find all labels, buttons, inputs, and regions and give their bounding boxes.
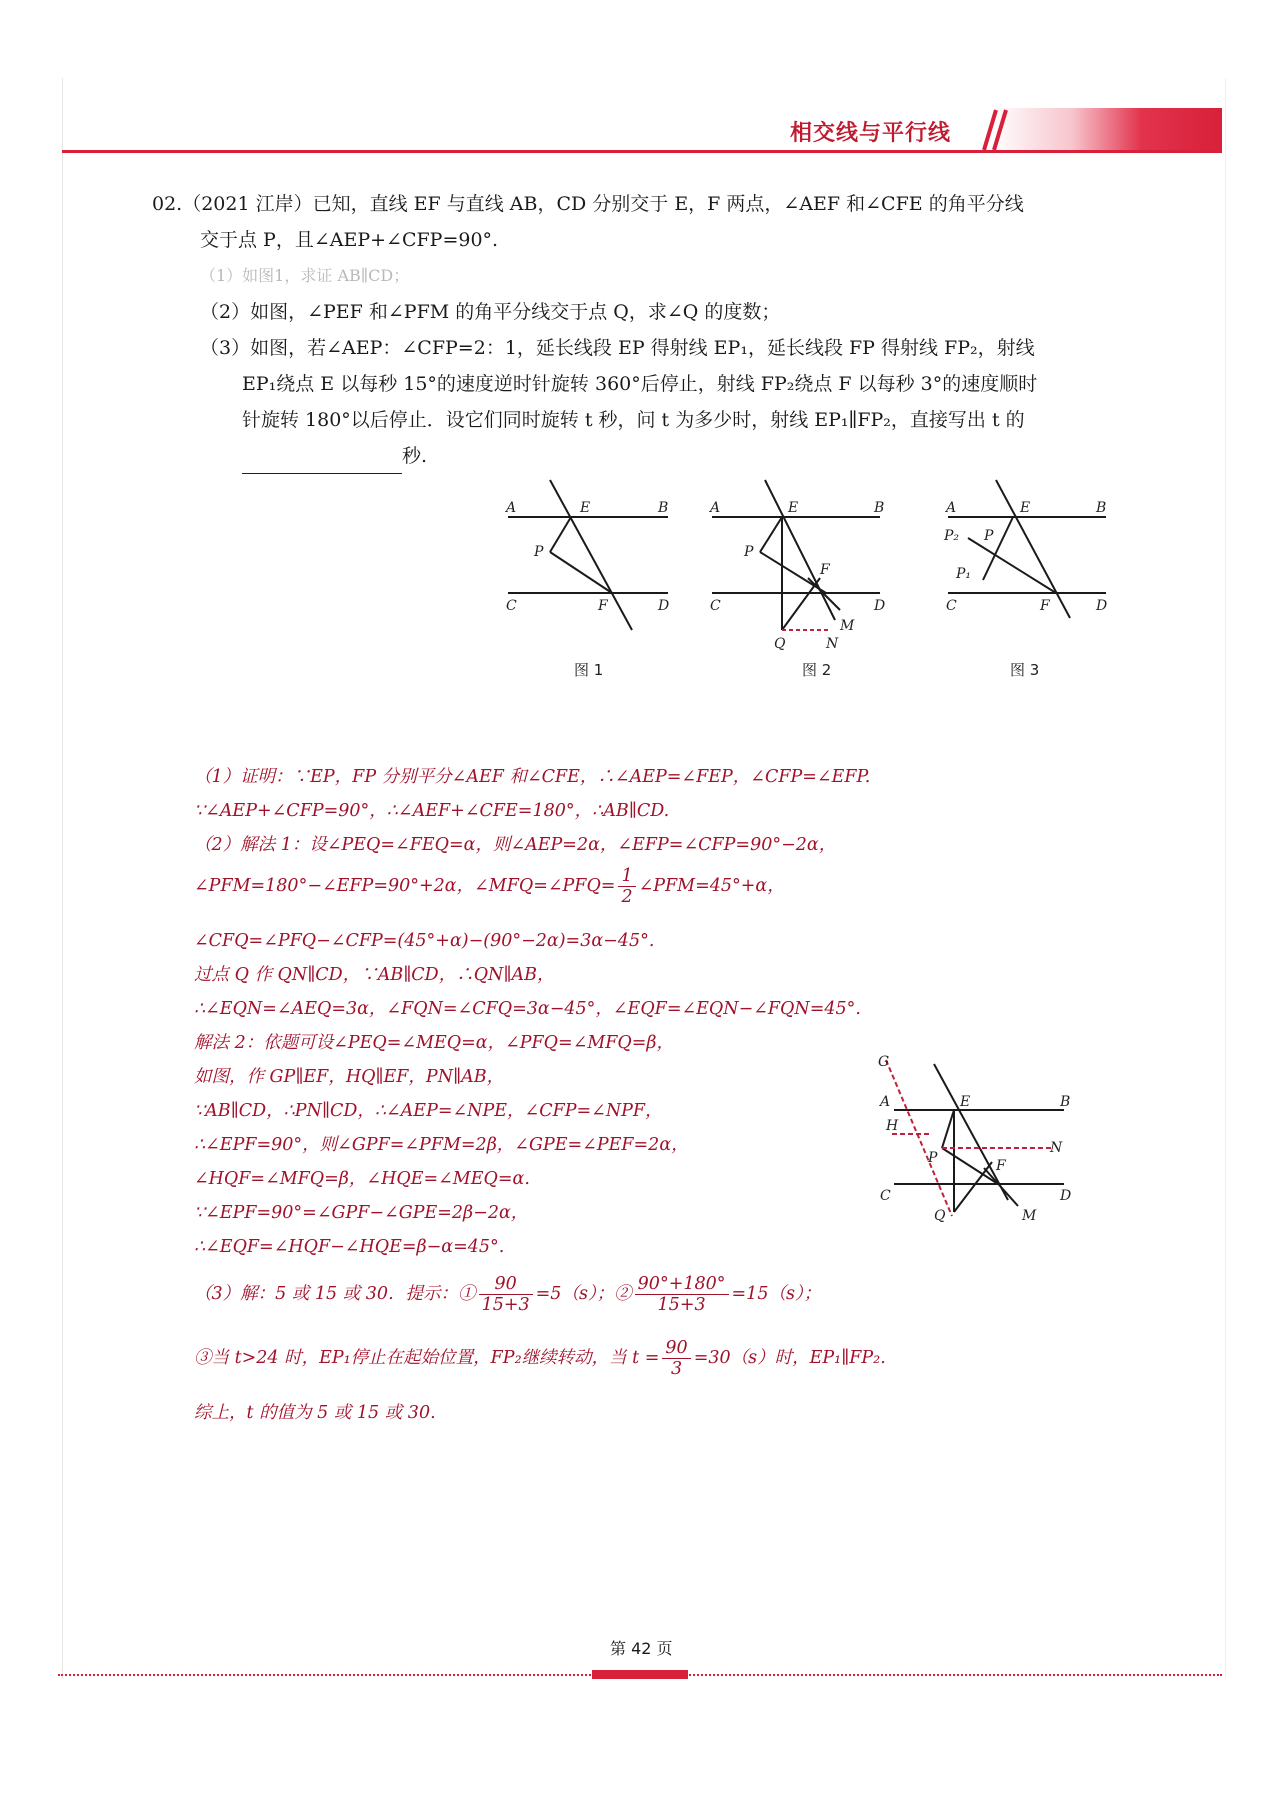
fig2-label-q: Q	[774, 636, 786, 652]
fig1-label-p: P	[534, 544, 544, 560]
fraction-numerator: 1	[618, 866, 635, 887]
header-tab	[992, 108, 1222, 150]
answer-case-3-end: =30（s）时，EP₁∥FP₂.	[693, 1348, 886, 1368]
figure-2	[708, 480, 885, 679]
ansfig-label-p: P	[928, 1150, 938, 1166]
chapter-title: 相交线与平行线	[790, 121, 952, 146]
answer-part-3-prefix: （3）解：5 或 15 或 30．提示：①	[194, 1284, 476, 1304]
fig3-label-p: P	[984, 528, 994, 544]
fig2-label-f: F	[820, 562, 830, 578]
footer-accent-bar	[592, 1670, 688, 1679]
page-number: 第 42 页	[610, 1639, 673, 1658]
answer-method-2-line-4: ∴∠EPF=90°，则∠GPF=∠PFM=2β，∠GPE=∠PEF=2α，	[194, 1135, 689, 1155]
fig2-label-c: C	[710, 598, 721, 614]
fraction-90-over-18	[479, 1274, 533, 1315]
question-part-3-line-3: 针旋转 180°以后停止．设它们同时旋转 t 秒，问 t 为多少时，射线 EP₁∥FP₂，直接写出 t 的	[242, 409, 1025, 431]
fig1-label-d: D	[658, 598, 670, 614]
answer-blank[interactable]	[242, 451, 402, 474]
fig1-label-b: B	[658, 500, 669, 516]
answer-method-2-line-5: ∠HQF=∠MFQ=β，∠HQE=∠MEQ=α.	[194, 1169, 530, 1189]
fig3-label-p2: P₂	[944, 528, 960, 544]
fraction-denominator: 15+3	[481, 1295, 530, 1315]
figure-1	[504, 480, 669, 679]
answer-pfm-text: ∠PFM=180°−∠EFP=90°+2α，∠MFQ=∠PFQ=	[194, 876, 616, 896]
fraction-numerator: 90°+180°	[635, 1274, 729, 1295]
answer-part-2-line-1: （2）解法 1：设∠PEQ=∠FEQ=α，则∠AEP=2α，∠EFP=∠CFP=90°−2α，	[194, 835, 837, 855]
answer-method-2-line-7: ∴∠EQF=∠HQF−∠HQE=β−α=45°.	[194, 1237, 505, 1257]
fig2-label-a: A	[710, 500, 721, 516]
answer-part-3-mid: =5（s）；②	[535, 1284, 632, 1304]
fig3-caption: 图 3	[1010, 661, 1040, 679]
answer-figure	[872, 1050, 1092, 1230]
ansfig-label-m: M	[1022, 1208, 1037, 1224]
ansfig-label-n: N	[1050, 1140, 1063, 1156]
fig2-label-b: B	[874, 500, 885, 516]
header-slash-decoration	[970, 108, 1010, 152]
fig1-label-a: A	[506, 500, 517, 516]
fig2-label-e: E	[788, 500, 799, 516]
answer-conclusion: 综上，t 的值为 5 或 15 或 30.	[194, 1403, 436, 1423]
fraction-numerator: 90	[662, 1338, 690, 1359]
fraction-denominator: 15+3	[657, 1295, 706, 1315]
fig2-label-m: M	[840, 618, 855, 634]
answer-part-3-line-1	[194, 1274, 821, 1315]
ansfig-label-f: F	[996, 1158, 1006, 1174]
ansfig-label-q: Q	[934, 1208, 946, 1224]
fig1-caption: 图 1	[574, 661, 604, 679]
fraction-numerator: 90	[479, 1274, 533, 1295]
fraction-denominator: 2	[621, 887, 633, 907]
fig2-label-p: P	[744, 544, 754, 560]
fraction-270-over-18	[635, 1274, 729, 1315]
fig3-label-e: E	[1020, 500, 1031, 516]
fig2-caption: 图 2	[802, 661, 832, 679]
answer-part-3-line-2	[194, 1338, 886, 1379]
fig2-label-n: N	[826, 636, 839, 652]
question-line-2: 交于点 P，且∠AEP+∠CFP=90°.	[200, 229, 499, 251]
ansfig-label-e: E	[960, 1094, 971, 1110]
question-line-1: 02.（2021 江岸）已知，直线 EF 与直线 AB，CD 分别交于 E，F 两点，∠AEF 和∠CFE 的角平分线	[152, 193, 1024, 215]
fig2-label-d: D	[874, 598, 886, 614]
header-rule	[62, 150, 1222, 153]
answer-method-2-line-2: 如图，作 GP∥EF，HQ∥EF，PN∥AB，	[194, 1067, 505, 1087]
fraction-one-half	[618, 866, 635, 907]
ansfig-label-d: D	[1060, 1188, 1072, 1204]
fig3-label-p1: P₁	[956, 566, 972, 582]
question-part-1: （1）如图1，求证 AB∥CD；	[200, 266, 410, 285]
answer-part-1-line-1: （1）证明：∵EP，FP 分别平分∠AEF 和∠CFE，∴∠AEP=∠FEP，∠CFP=∠EFP.	[194, 767, 871, 787]
fraction-90-over-3	[662, 1338, 690, 1379]
answer-part-2-line-5: ∴∠EQN=∠AEQ=3α，∠FQN=∠CFQ=3α−45°，∠EQF=∠EQN−∠FQN=45°.	[194, 999, 861, 1019]
answer-method-2-line-1: 解法 2：依题可设∠PEQ=∠MEQ=α，∠PFQ=∠MFQ=β，	[194, 1033, 675, 1053]
figures-group	[490, 470, 1130, 690]
answer-part-2-line-3: ∠CFQ=∠PFQ−∠CFP=(45°+α)−(90°−2α)=3α−45°.	[194, 931, 655, 951]
answer-part-2-line-4: 过点 Q 作 QN∥CD，∵AB∥CD，∴QN∥AB，	[194, 965, 555, 985]
answer-method-2-line-6: ∵∠EPF=90°=∠GPF−∠GPE=2β−2α，	[194, 1203, 529, 1223]
ansfig-label-c: C	[880, 1188, 891, 1204]
fig3-label-d: D	[1096, 598, 1108, 614]
question-part-3-line-2: EP₁绕点 E 以每秒 15°的速度逆时针旋转 360°后停止，射线 FP₂绕点 F 以每秒 3°的速度顺时	[242, 373, 1038, 395]
fig3-label-c: C	[946, 598, 957, 614]
question-part-2: （2）如图，∠PEF 和∠PFM 的角平分线交于点 Q，求∠Q 的度数；	[200, 301, 781, 323]
answer-part-3-end: =15（s）；	[731, 1284, 822, 1304]
fig1-label-c: C	[506, 598, 517, 614]
answer-blank-line	[242, 438, 427, 474]
answer-pfm-result: ∠PFM=45°+α，	[638, 876, 785, 896]
figure-3	[943, 480, 1107, 679]
answer-part-1-line-2: ∵∠AEP+∠CFP=90°，∴∠AEF+∠CFE=180°，∴AB∥CD.	[194, 801, 670, 821]
answer-method-2-line-3: ∵AB∥CD，∴PN∥CD，∴∠AEP=∠NPE，∠CFP=∠NPF，	[194, 1101, 663, 1121]
fig3-label-f: F	[1040, 598, 1050, 614]
ansfig-label-a: A	[880, 1094, 891, 1110]
fraction-denominator: 3	[670, 1359, 683, 1379]
question-part-3: （3）如图，若∠AEP：∠CFP=2：1，延长线段 EP 得射线 EP₁，延长线段 FP 得射线 FP₂，射线	[200, 337, 1035, 359]
ansfig-label-b: B	[1060, 1094, 1071, 1110]
fig3-label-a: A	[946, 500, 957, 516]
ansfig-label-g: G	[878, 1054, 890, 1070]
answer-part-2-line-2	[194, 866, 785, 907]
fig3-label-b: B	[1096, 500, 1107, 516]
answer-case-3-prefix: ③当 t>24 时，EP₁停止在起始位置，FP₂继续转动，当 t =	[194, 1348, 660, 1368]
blank-unit: 秒.	[402, 445, 428, 467]
fig1-label-e: E	[580, 500, 591, 516]
fig1-label-f: F	[598, 598, 608, 614]
ansfig-label-h: H	[886, 1118, 899, 1134]
